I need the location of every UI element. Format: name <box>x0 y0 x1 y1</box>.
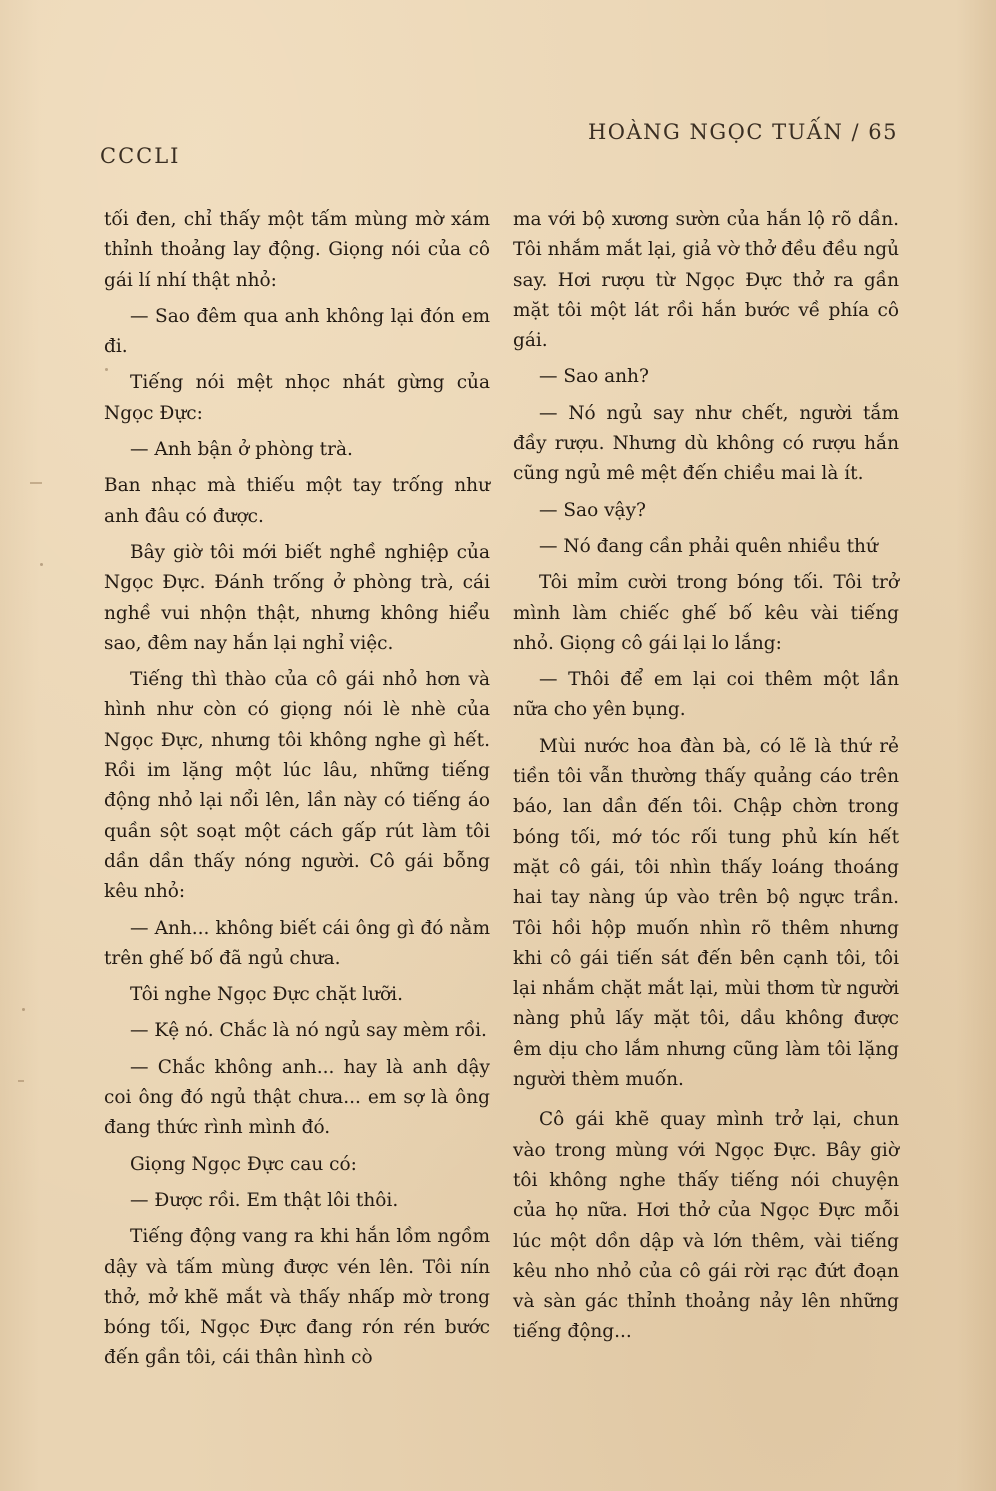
paragraph: ma với bộ xương sườn của hắn lộ rõ dần. Tôi nhắm mắt lại, giả vờ thở đều đều ngủ say. Hơi rượu từ Ngọc Đực thở ra gần mặt tôi một lát rồi hắn bước về phía cô gái. <box>513 209 899 352</box>
paragraph: Tôi nghe Ngọc Đực chặt lưỡi. <box>130 984 403 1006</box>
paragraph: Bây giờ tôi mới biết nghề nghiệp của Ngọc Đực. Đánh trống ở phòng trà, cái nghề vui nhộn thật, nhưng không hiểu sao, đêm nay hắn lại nghỉ việc. <box>104 541 490 654</box>
paper-edge-mark <box>30 482 42 484</box>
paragraph: Tiếng nói mệt nhọc nhát gừng của Ngọc Đực: <box>104 372 490 424</box>
paragraph: — Anh bận ở phòng trà. <box>130 439 353 461</box>
paragraph: Mùi nước hoa đàn bà, có lẽ là thứ rẻ tiền tôi vẫn thường thấy quảng cáo trên báo, lan dần đến tôi. Chập chờn trong bóng tối, mớ tóc rối tung phủ kín hết mặt cô gái, tôi nhìn thấy loáng thoáng hai tay nàng úp vào trên bộ ngực trần. Tôi hồi hộp muốn nhìn rõ thêm nhưng khi cô gái tiến sát đến bên cạnh tôi, tôi lại nhắm chặt mắt lại, mùi thơm từ người nàng phủ lấy mặt tôi, dầu không được êm dịu cho lắm nhưng cũng làm tôi lặng người thèm muốn. <box>513 735 899 1091</box>
paragraph: Tiếng thì thào của cô gái nhỏ hơn và hình như còn có giọng nói lè nhè của Ngọc Đực, nhưng tôi không nghe gì hết. Rồi im lặng một lúc lâu, những tiếng động nhỏ lại nổi lên, lần này có tiếng áo quần sột soạt một cách gấp rút làm tôi dần dần thấy nóng người. Cô gái bỗng kêu nhỏ: <box>104 669 490 903</box>
paragraph: — Chắc không anh... hay là anh dậy coi ông đó ngủ thật chưa... em sợ là ông đang thức rình mình đó. <box>104 1056 490 1139</box>
paper-edge-mark <box>18 1080 24 1082</box>
paragraph: tối đen, chỉ thấy một tấm mùng mờ xám thỉnh thoảng lay động. Giọng nói của cô gái lí nhí thật nhỏ: <box>104 209 490 291</box>
left-text-column <box>104 205 490 1380</box>
paragraph: — Sao vậy? <box>539 499 646 521</box>
paragraph: — Sao anh? <box>539 366 649 388</box>
paragraph: — Được rồi. Em thật lôi thôi. <box>130 1189 399 1211</box>
running-head-right: HOÀNG NGỌC TUẤN / 65 <box>587 120 898 144</box>
paper-speck <box>105 368 108 371</box>
paragraph: Ban nhạc mà thiếu một tay trống như anh đâu có được. <box>104 475 490 527</box>
paragraph: Cô gái khẽ quay mình trở lại, chun vào trong mùng với Ngọc Đực. Bây giờ tôi không nghe thấy tiếng nói chuyện của họ nữa. Hơi thở của Ngọc Đực mỗi lúc một dồn dập và lớn thêm, vài tiếng kêu nho nhỏ của cô gái rời rạc đứt đoạn và sàn gác thỉnh thoảng nảy lên những tiếng động... <box>513 1109 899 1343</box>
paragraph: Giọng Ngọc Đực cau có: <box>130 1153 357 1175</box>
paragraph: Tôi mỉm cười trong bóng tối. Tôi trở mình làm chiếc ghế bố kêu vài tiếng nhỏ. Giọng cô gái lại lo lắng: <box>513 572 899 654</box>
paragraph: — Nó ngủ say như chết, người tắm đầy rượu. Nhưng dù không có rượu hắn cũng ngủ mê mệt đến chiều mai là ít. <box>513 402 899 485</box>
paper-speck <box>40 563 43 566</box>
paragraph: Tiếng động vang ra khi hắn lồm ngồm dậy và tấm mùng được vén lên. Tôi nín thở, mở khẽ mắt và thấy nhấp mờ trong bóng tối, Ngọc Đực đang rón rén bước đến gần tôi, cái thân hình cò <box>104 1226 490 1369</box>
running-head <box>100 120 898 168</box>
running-head-left: CCCLI <box>100 144 181 168</box>
paragraph: — Thôi để em lại coi thêm một lần nữa cho yên bụng. <box>513 669 899 721</box>
right-text-column <box>513 205 899 1354</box>
paragraph: — Anh... không biết cái ông gì đó nằm trên ghế bố đã ngủ chưa. <box>104 917 490 969</box>
paper-speck <box>22 1008 25 1011</box>
paragraph: — Sao đêm qua anh không lại đón em đi. <box>104 305 490 358</box>
paragraph: — Nó đang cần phải quên nhiều thứ <box>539 535 878 557</box>
paragraph: — Kệ nó. Chắc là nó ngủ say mèm rồi. <box>130 1020 487 1042</box>
